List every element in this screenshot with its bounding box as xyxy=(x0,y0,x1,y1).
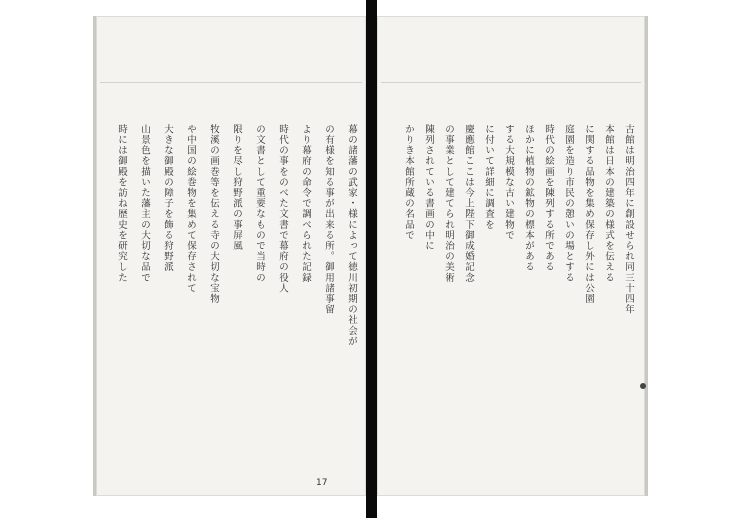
left-col-6: 限りを尽し狩野派の事屏風 xyxy=(231,124,242,252)
right-col-2: 本館は日本の建築の様式を伝える xyxy=(603,124,614,283)
right-col-11: 陳列されている書画の中に xyxy=(423,124,434,252)
left-col-9: 大きな御殿の障子を飾る狩野派 xyxy=(162,124,173,273)
right-col-4: 庭園を造り市民の憩いの場とする xyxy=(563,124,574,283)
right-col-6: ほかに植物の鉱物の標本がある xyxy=(523,124,534,273)
right-page-edge xyxy=(645,16,648,496)
left-col-11: 時には御殿を訪ね歴史を研究した xyxy=(116,124,127,283)
ink-mark xyxy=(640,383,646,389)
right-col-10: の事業として建てられ明治の美術 xyxy=(443,124,454,283)
left-page-edge xyxy=(93,16,96,496)
right-col-8: に付いて詳細に調査を xyxy=(483,124,494,230)
book-gutter xyxy=(366,0,377,518)
left-col-10: 山景色を描いた藩主の大切な品で xyxy=(139,124,150,283)
left-col-3: より幕府の命令で調べられた記録 xyxy=(300,124,311,283)
right-col-9: 慶應館ここは今上陛下御成婚記念 xyxy=(463,124,474,283)
right-col-12: かりき本館所蔵の名品で xyxy=(403,124,414,241)
left-col-8: や中国の絵巻物を集めて保存されて xyxy=(185,124,196,294)
right-col-1: 古館は明治四年に創設せられ同三十四年 xyxy=(623,124,634,315)
left-col-5: の文書として重要なもので当時の xyxy=(254,124,265,283)
right-col-3: に関する品物を集め保存し外には公園 xyxy=(583,124,594,305)
left-col-7: 牧溪の画巻等を伝える寺の大切な宝物 xyxy=(208,124,219,305)
right-col-7: する大規模な古い建物で xyxy=(503,124,514,241)
right-header-rule xyxy=(381,82,641,83)
left-header-rule xyxy=(100,82,362,83)
left-col-4: 時代の事をのべた文書で幕府の役人 xyxy=(277,124,288,294)
right-col-5: 時代の絵画を陳列する所である xyxy=(543,124,554,273)
left-page-number: 17 xyxy=(316,478,328,488)
left-col-1: 幕の諸藩の武家・様によって徳川初期の社会が xyxy=(346,124,357,347)
left-col-2: の有様を知る事が出来る所。御用諸事留 xyxy=(323,124,334,315)
